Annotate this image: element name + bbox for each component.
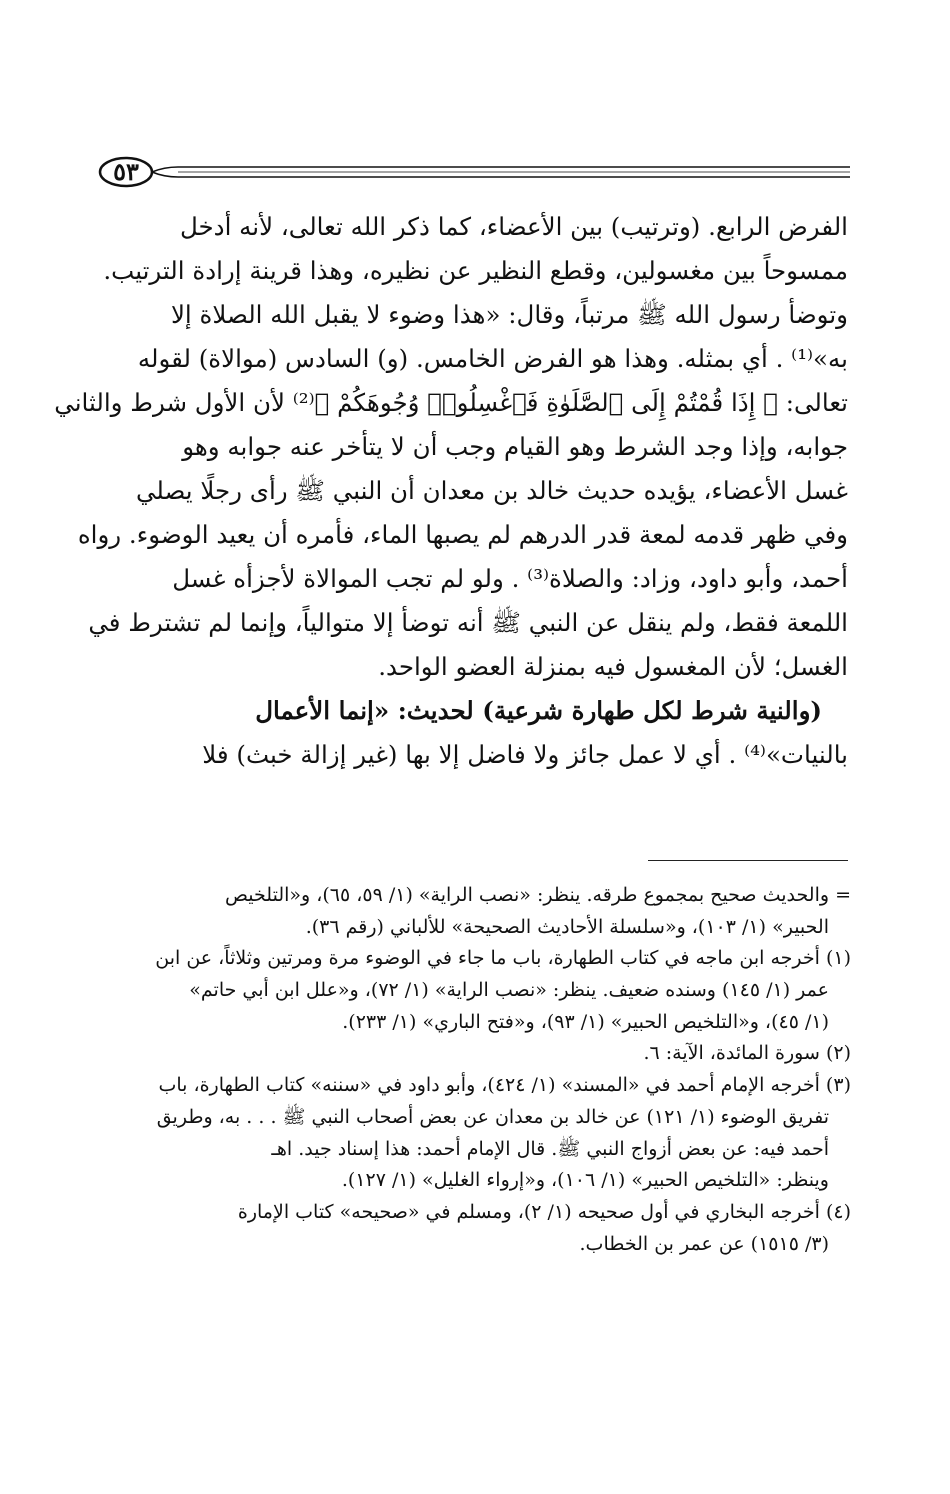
footnote-line: أحمد فيه: عن بعض أزواج النبي ﷺ. قال الإمام أحمد: هذا إسناد جيد. اهـ	[271, 1137, 829, 1160]
main-line: (والنية شرط لكل طهارة شرعية) لحديث: «إنما الأعمال	[255, 696, 822, 725]
footnote-line: (٣/ ١٥١٥) عن عمر بن الخطاب.	[579, 1232, 829, 1255]
footnote-line: عمر (١/ ١٤٥) وسنده ضعيف. ينظر: «نصب الراية» (١/ ٧٢)، و«علل ابن أبي حاتم»	[189, 979, 829, 1002]
footnote-line: (٤) أخرجه البخاري في أول صحيحه (١/ ٢)، ومسلم في «صحيحه» كتاب الإمارة	[237, 1200, 851, 1223]
main-line: غسل الأعضاء، يؤيده حديث خالد بن معدان أن النبي ﷺ رأى رجلًا يصلي	[136, 476, 848, 505]
main-line: ممسوحاً بين مغسولين، وقطع النظير عن نظيره، وهذا قرينة إرادة الترتيب.	[103, 256, 848, 285]
header-rule-ornament	[98, 152, 850, 192]
footnote-line: = والحديث صحيح بمجموع طرقه. ينظر: «نصب الراية» (١/ ٥٩، ٦٥)، و«التلخيص	[225, 884, 851, 906]
main-line: الغسل؛ لأن المغسول فيه بمنزلة العضو الواحد.	[378, 652, 848, 681]
main-line: الفرض الرابع. (وترتيب) بين الأعضاء، كما ذكر الله تعالى، لأنه أدخل	[179, 212, 848, 241]
footnotes	[96, 880, 851, 1260]
page-number: ٥٣	[113, 157, 139, 186]
main-line: به»⁽¹⁾ . أي بمثله. وهذا هو الفرض الخامس. (و) السادس (موالاة) لقوله	[137, 344, 848, 373]
footnote-line: (١) أخرجه ابن ماجه في كتاب الطهارة، باب ما جاء في الوضوء مرة ومرتين وثلاثاً، عن ابن	[155, 947, 851, 970]
main-line: بالنيات»⁽⁴⁾ . أي لا عمل جائز ولا فاضل إلا بها (غير إزالة خبث) فلا	[202, 740, 848, 769]
main-line: وتوضأ رسول الله ﷺ مرتباً، وقال: «هذا وضوء لا يقبل الله الصلاة إلا	[170, 300, 848, 329]
main-body	[54, 205, 848, 777]
footnote-line: (١/ ٤٥)، و«التلخيص الحبير» (١/ ٩٣)، و«فتح الباري» (١/ ٢٣٣).	[342, 1010, 829, 1033]
footnote-line: (٢) سورة المائدة، الآية: ٦.	[643, 1042, 851, 1065]
main-line: جوابه، وإذا وجد الشرط وهو القيام وجب أن لا يتأخر عنه جوابه وهو	[182, 432, 848, 461]
footnote-line: (٣) أخرجه الإمام أحمد في «المسند» (١/ ٤٢٤)، وأبو داود في «سننه» كتاب الطهارة، باب	[158, 1074, 851, 1097]
main-line: أحمد، وأبو داود، وزاد: والصلاة⁽³⁾ . ولو لم تجب الموالاة لأجزأه غسل	[172, 564, 848, 593]
main-line: وفي ظهر قدمه لمعة قدر الدرهم لم يصبها الماء، فأمره أن يعيد الوضوء. رواه	[77, 520, 848, 549]
page-header	[98, 152, 850, 192]
main-line: تعالى: ﴿ إِذَا قُمْتُمْ إِلَى ٱلصَّلَوٰةِ فَٱغْسِلُوا۟ وُجُوهَكُمْ ﴾⁽²⁾ لأن الأول شرط والثاني	[54, 388, 848, 417]
main-line: اللمعة فقط، ولم ينقل عن النبي ﷺ أنه توضأ إلا متوالياً، وإنما لم تشترط في	[88, 608, 848, 637]
footnote-line: وينظر: «التلخيص الحبير» (١/ ١٠٦)، و«إرواء الغليل» (١/ ١٢٧).	[341, 1169, 829, 1192]
footnote-separator	[648, 860, 848, 861]
footnote-line: تفريق الوضوء (١/ ١٢١) عن خالد بن معدان عن بعض أصحاب النبي ﷺ . . . به، وطريق	[156, 1105, 829, 1128]
footnote-line: الحبير» (١/ ١٠٣)، و«سلسلة الأحاديث الصحيحة» للألباني (رقم ٣٦).	[305, 915, 829, 938]
